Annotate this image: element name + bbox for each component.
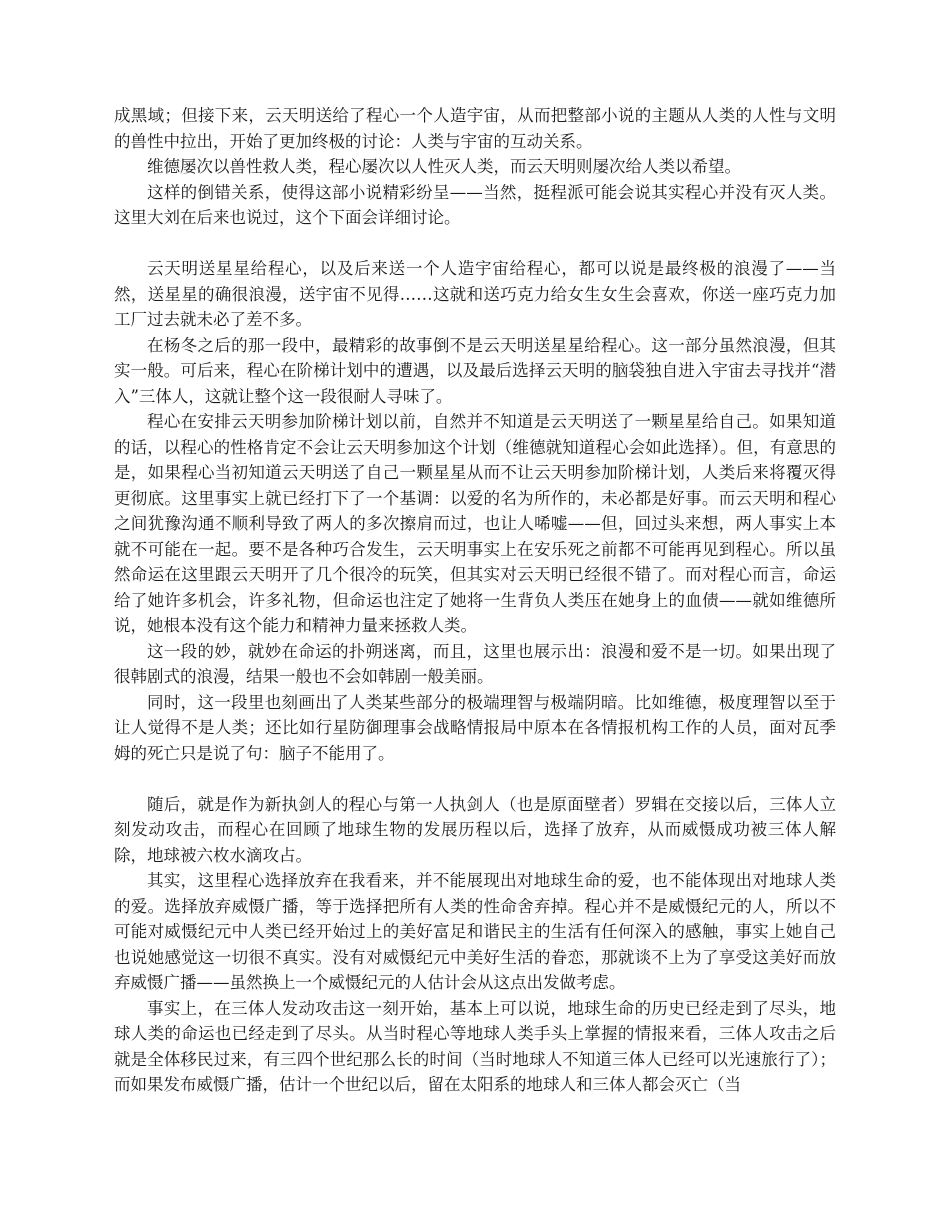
paragraph: 这样的倒错关系，使得这部小说精彩纷呈——当然，挺程派可能会说其实程心并没有灭人类。这里大刘在后来也说过，这个下面会详细讨论。 (114, 182, 836, 227)
paragraph-spacer (114, 766, 836, 792)
paragraph: 同时，这一段里也刻画出了人类某些部分的极端理智与极端阴暗。比如维德，极度理智以至于让人觉得不是人类；还比如行星防御理事会战略情报局中原本在各情报机构工作的人员，面对瓦季姆的死亡只是说了句：脑子不能用了。 (114, 692, 836, 763)
paragraph-spacer (114, 231, 836, 257)
paragraph: 程心在安排云天明参加阶梯计划以前，自然并不知道是云天明送了一颗星星给自己。如果知道的话，以程心的性格肯定不会让云天明参加这个计划（维德就知道程心会如此选择）。但，有意思的是，如果程心当初知道云天明送了自己一颗星星从而不让云天明参加阶梯计划，人类后来将覆灭得更彻底。这里事实上就已经打下了一个基调：以爱的名为所作的，未必都是好事。而云天明和程心之间犹豫沟通不顺利导致了两人的多次擦肩而过，也让人唏嘘——但，回过头来想，两人事实上本就不可能在一起。要不是各种巧合发生，云天明事实上在安乐死之前都不可能再见到程心。所以虽然命运在这里跟云天明开了几个很冷的玩笑，但其实对云天明已经很不错了。而对程心而言，命运给了她许多机会，许多礼物，但命运也注定了她将一生背负人类压在她身上的血债——就如维德所说，她根本没有这个能力和精神力量来拯救人类。 (114, 412, 836, 635)
paragraph: 维德屡次以兽性救人类，程心屡次以人性灭人类，而云天明则屡次给人类以希望。 (147, 157, 741, 176)
paragraph: 其实，这里程心选择放弃在我看来，并不能展现出对地球生命的爱，也不能体现出对地球人类的爱。选择放弃威慑广播，等于选择把所有人类的性命舍弃掉。程心并不是威慑纪元的人，所以不可能对威慑纪元中人类已经开始过上的美好富足和谐民主的生活有任何深入的感触，事实上她自己也说她感觉这一切很不真实。没有对威慑纪元中美好生活的眷恋，那就谈不上为了享受这美好而放弃威慑广播——虽然换上一个威慑纪元的人估计会从这点出发做考虑。 (114, 871, 836, 992)
paragraph: 成黑域；但接下来，云天明送给了程心一个人造宇宙，从而把整部小说的主题从人类的人性与文明的兽性中拉出，开始了更加终极的讨论：人类与宇宙的互动关系。 (114, 106, 836, 151)
paragraph: 随后，就是作为新执剑人的程心与第一人执剑人（也是原面壁者）罗辑在交接以后，三体人立刻发动攻击，而程心在回顾了地球生物的发展历程以后，选择了放弃，从而威慑成功被三体人解除，地球被六枚水滴攻占。 (114, 794, 836, 865)
paragraph: 在杨冬之后的那一段中，最精彩的故事倒不是云天明送星星给程心。这一部分虽然浪漫，但其实一般。可后来，程心在阶梯计划中的遭遇，以及最后选择云天明的脑袋独自进入宇宙去寻找并“潜入”三体人，这就让整个这一段很耐人寻味了。 (114, 335, 836, 406)
paragraph: 这一段的妙，就妙在命运的扑朔迷离，而且，这里也展示出：浪漫和爱不是一切。如果出现了很韩剧式的浪漫，结果一般也不会如韩剧一般美丽。 (114, 641, 836, 686)
paragraph: 云天明送星星给程心，以及后来送一个人造宇宙给程心，都可以说是最终极的浪漫了——当然，送星星的确很浪漫，送宇宙不见得……这就和送巧克力给女生女生会喜欢，你送一座巧克力加工厂过去就未必了差不多。 (114, 259, 836, 329)
document-body (114, 103, 836, 1098)
paragraph: 事实上，在三体人发动攻击这一刻开始，基本上可以说，地球生命的历史已经走到了尽头，地球人类的命运也已经走到了尽头。从当时程心等地球人类手头上掌握的情报来看，三体人攻击之后就是全体移民过来，有三四个世纪那么长的时间（当时地球人不知道三体人已经可以光速旅行了）；而如果发布威慑广播，估计一个世纪以后，留在太阳系的地球人和三体人都会灭亡（当 (114, 998, 836, 1094)
